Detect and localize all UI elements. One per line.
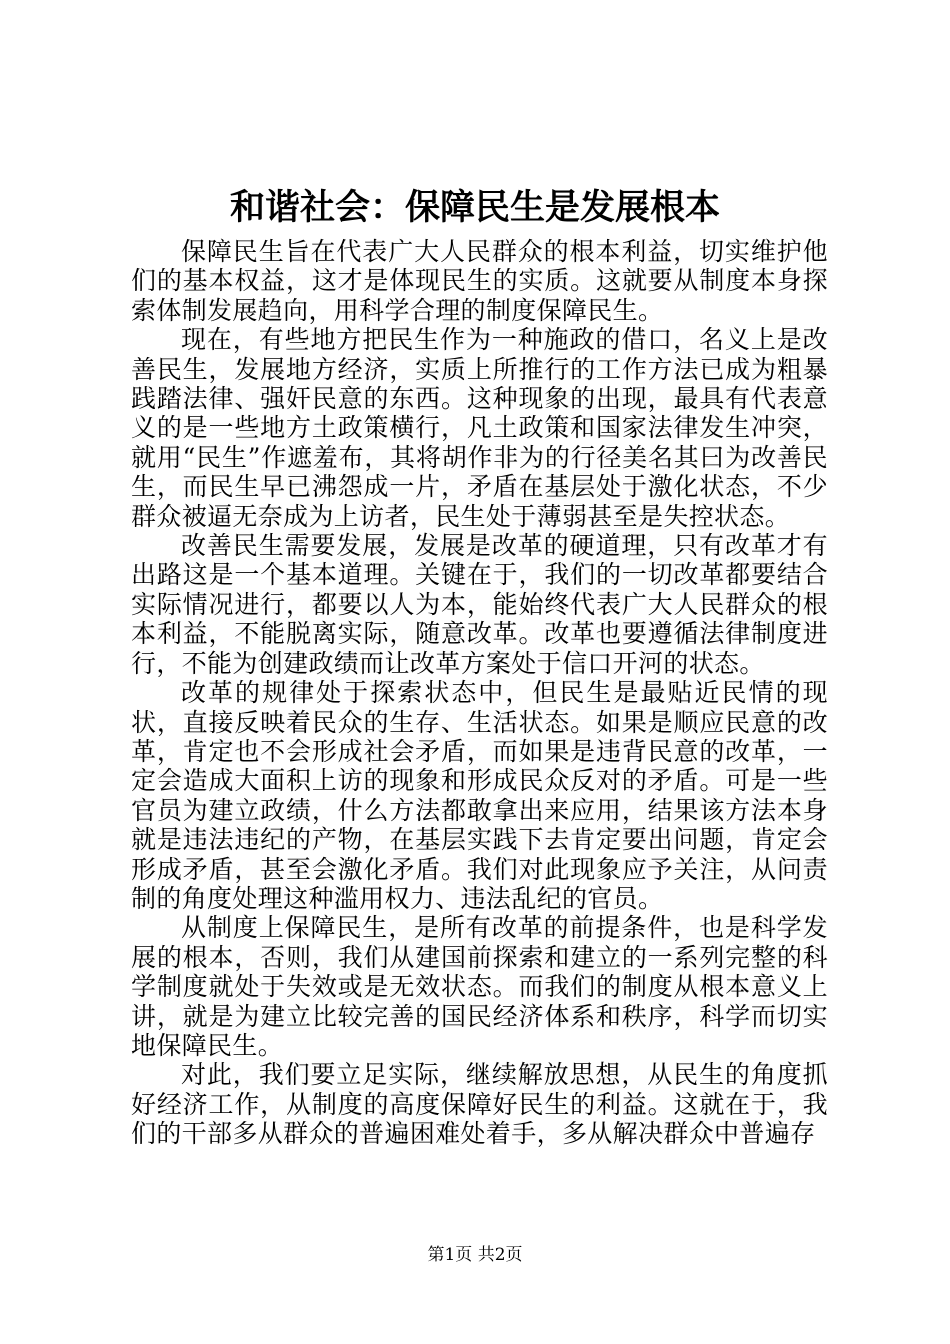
paragraph: 从制度上保障民生，是所有改革的前提条件，也是科学发展的根本，否则，我们从建国前探索和建立的一系列完整的科学制度就处于失效或是无效状态。而我们的制度从根本意义上讲，就是为建立比较完善的国民经济体系和秩序，科学而切实地保障民生。: [131, 913, 828, 1060]
paragraph: 现在，有些地方把民生作为一种施政的借口，名义上是改善民生，发展地方经济，实质上所推行的工作方法已成为粗暴践踏法律、强奸民意的东西。这种现象的出现，最具有代表意义的是一些地方土政策横行，凡土政策和国家法律发生冲突，就用“民生”作遮羞布，其将胡作非为的行径美名其曰为改善民生，而民生早已沸怨成一片，矛盾在基层处于激化状态，不少群众被逼无奈成为上访者，民生处于薄弱甚至是失控状态。: [131, 325, 828, 531]
paragraph: 对此，我们要立足实际，继续解放思想，从民生的角度抓好经济工作，从制度的高度保障好民生的利益。这就在于，我们的干部多从群众的普遍困难处着手，多从解决群众中普遍存: [131, 1060, 828, 1149]
paragraph: 改善民生需要发展，发展是改革的硬道理，只有改革才有出路这是一个基本道理。关键在于，我们的一切改革都要结合实际情况进行，都要以人为本，能始终代表广大人民群众的根本利益，不能脱离实际，随意改革。改革也要遵循法律制度进行，不能为创建政绩而让改革方案处于信口开河的状态。: [131, 531, 828, 678]
document-body: [131, 237, 828, 1149]
page-number-footer: 第1页 共2页: [427, 1245, 523, 1265]
paragraph: 改革的规律处于探索状态中，但民生是最贴近民情的现状，直接反映着民众的生存、生活状态。如果是顺应民意的改革，肯定也不会形成社会矛盾，而如果是违背民意的改革，一定会造成大面积上访的现象和形成民众反对的矛盾。可是一些官员为建立政绩，什么方法都敢拿出来应用，结果该方法本身就是违法违纪的产物，在基层实践下去肯定要出问题，肯定会形成矛盾，甚至会激化矛盾。我们对此现象应予关注，从问责制的角度处理这种滥用权力、违法乱纪的官员。: [131, 678, 828, 913]
document-title: 和谐社会：保障民生是发展根本: [229, 187, 720, 228]
paragraph: 保障民生旨在代表广大人民群众的根本利益，切实维护他们的基本权益，这才是体现民生的实质。这就要从制度本身探索体制发展趋向，用科学合理的制度保障民生。: [131, 237, 828, 325]
